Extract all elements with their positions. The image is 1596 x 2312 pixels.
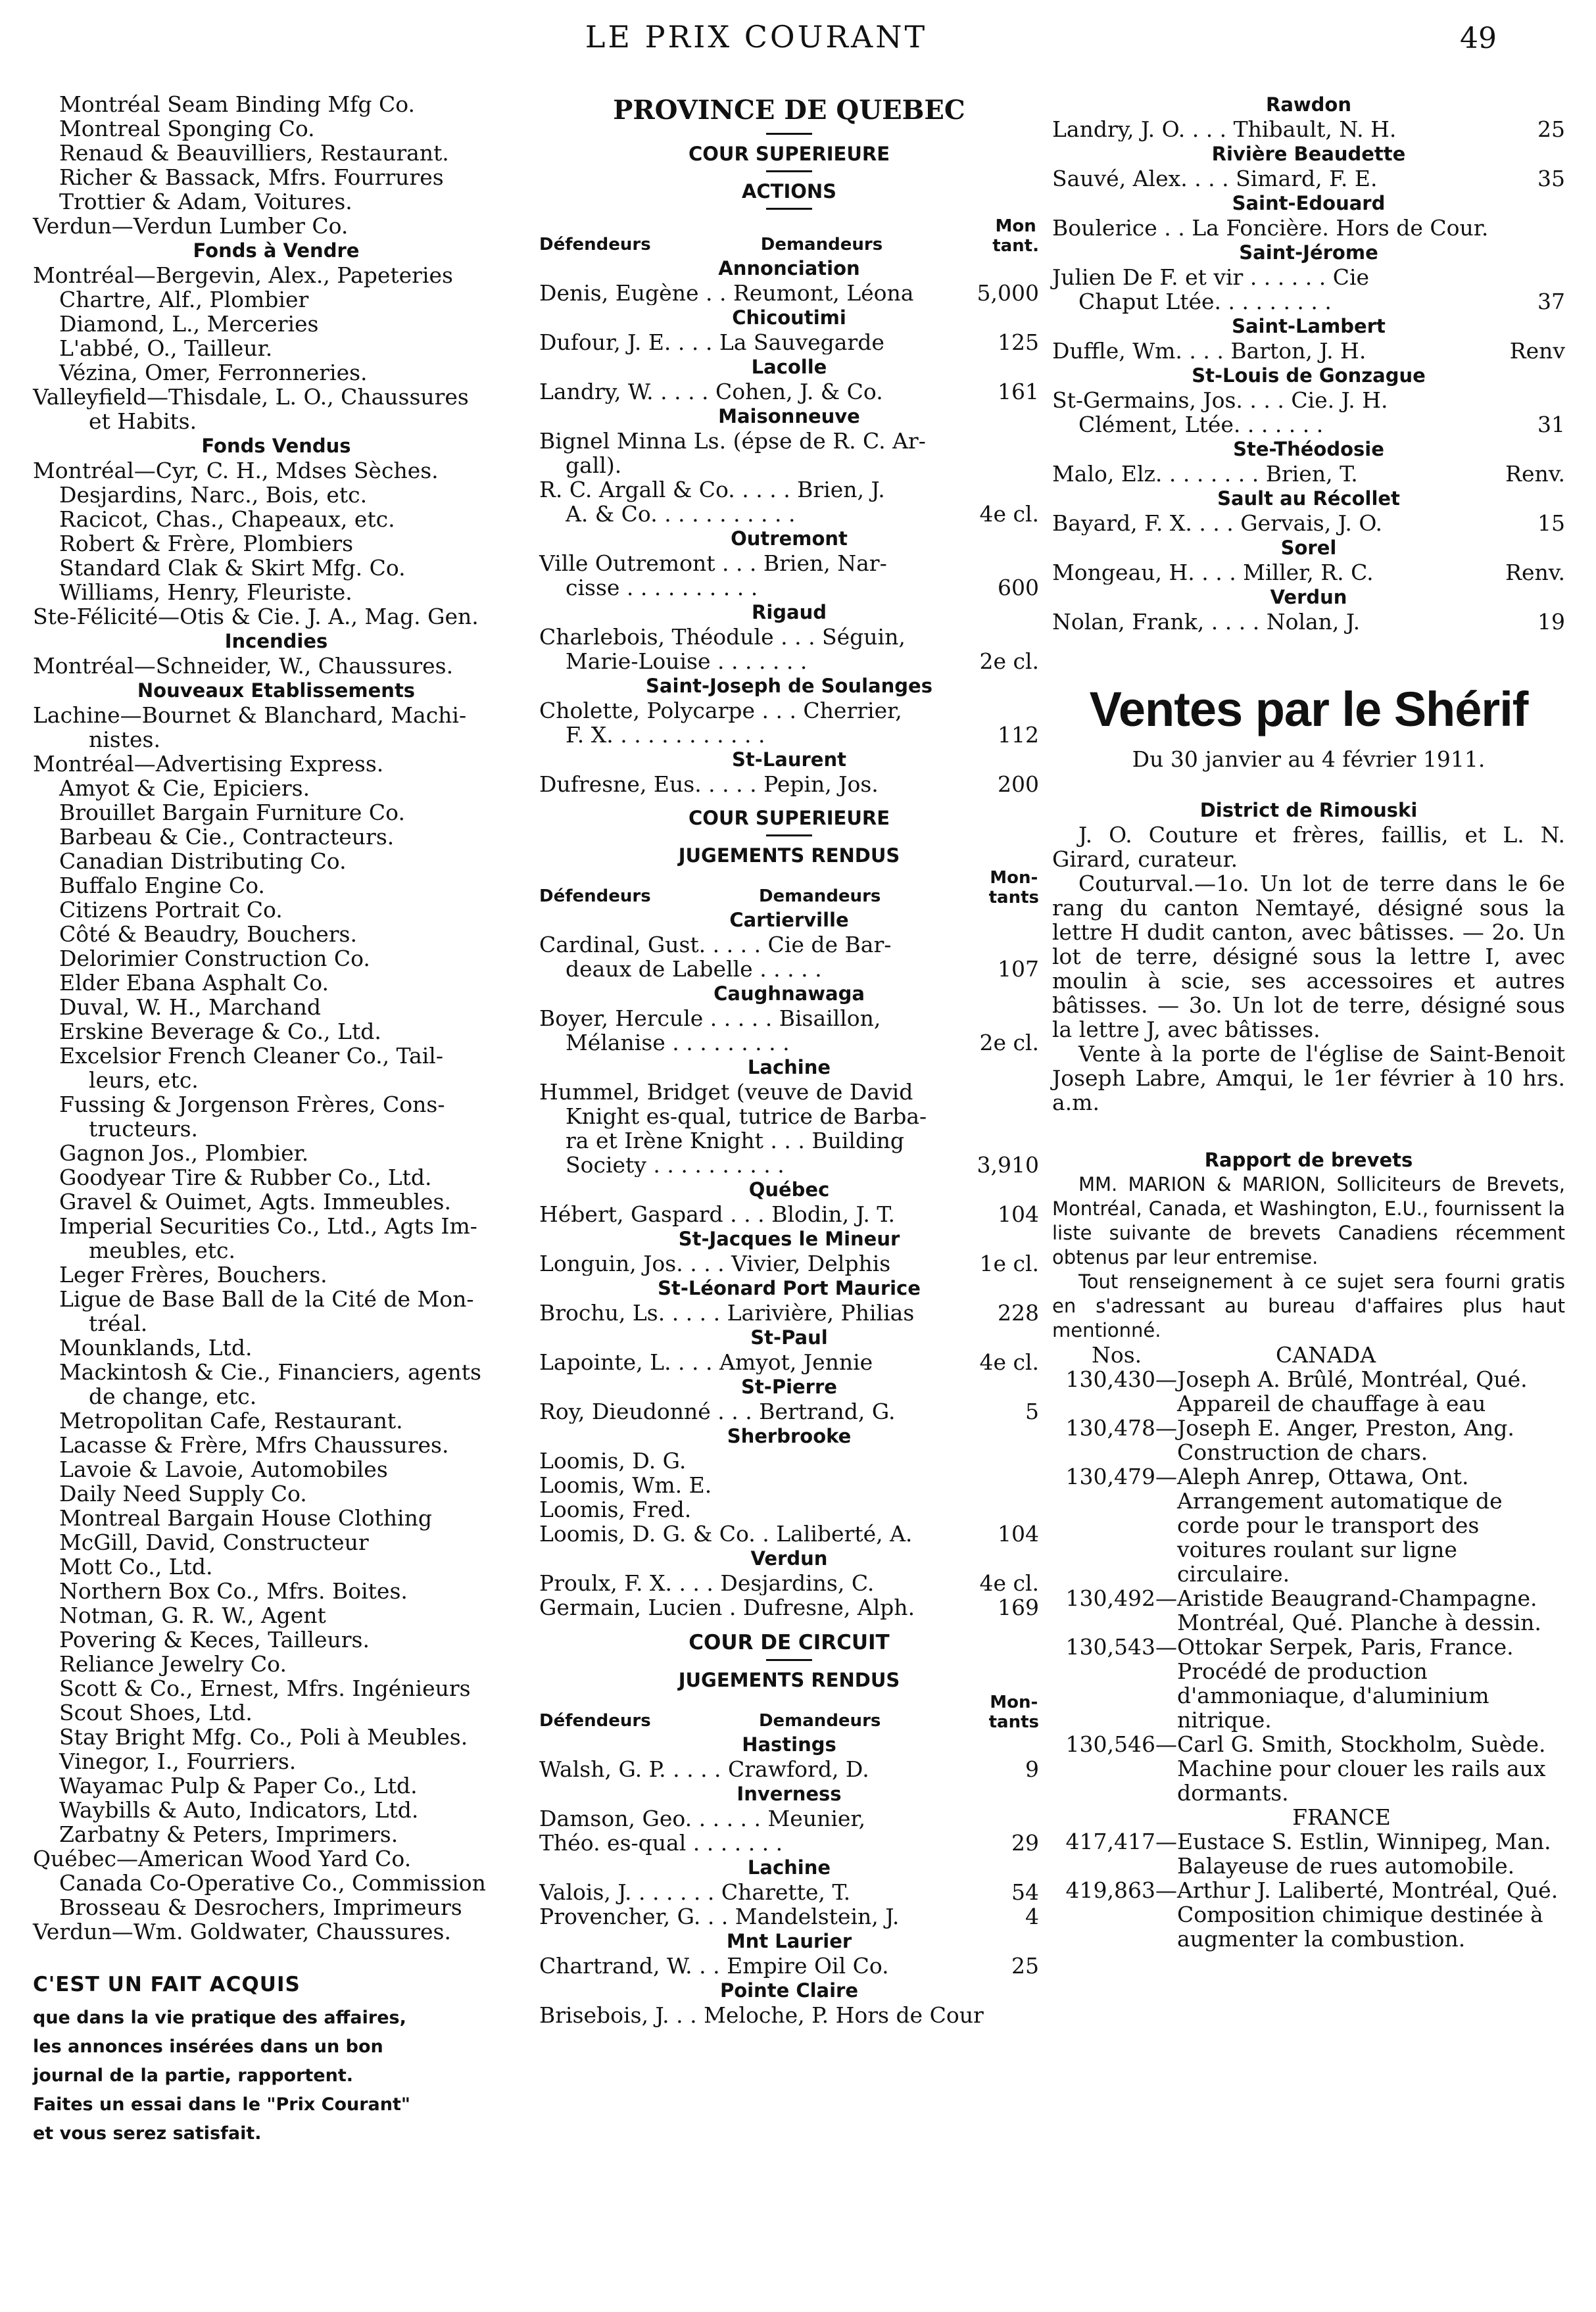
case-line: gall). (566, 452, 622, 478)
list-item: tréal. (89, 1311, 148, 1336)
case-line: Loomis, Fred. (539, 1497, 692, 1522)
place-heading: Verdun (1270, 586, 1347, 608)
actions-heading: ACTIONS (741, 180, 837, 203)
case-row: Dufour, J. E. . . . La Sauvegarde 125 (539, 329, 1039, 355)
rapport-heading: Rapport de brevets (1204, 1149, 1413, 1171)
list-item: Daily Need Supply Co. (59, 1481, 307, 1506)
place-heading: Saint-Edouard (1232, 192, 1386, 214)
list-item: Duval, W. H., Marchand (59, 994, 321, 1020)
brevet-entry: 130,546— Carl G. Smith, Stockholm, Suède. Machine pour clouer les rails aux dormants. (1065, 1731, 1546, 1806)
case-row: Brochu, Ls. . . . . Larivière, Philias 228 (539, 1300, 1039, 1326)
column-headers (539, 868, 1039, 907)
case-row: Mélanise . . . . . . . . . 2e cl. (566, 1030, 1039, 1055)
list-item: tructeurs. (89, 1116, 199, 1142)
place-heading: Sorel (1280, 537, 1337, 559)
list-item: Notman, G. R. W., Agent (59, 1602, 326, 1628)
list-item: McGill, David, Constructeur (59, 1529, 369, 1555)
case-line: Bignel Minna Ls. (épse de R. C. Ar- (539, 428, 926, 454)
header-montants: Mon tant. (992, 216, 1039, 256)
place-heading: St-Laurent (732, 748, 846, 771)
case-row: Nolan, Frank, . . . . Nolan, J. 19 (1052, 609, 1565, 635)
list-fonds-vendus (33, 458, 520, 629)
case-row: Chartrand, W. . . Empire Oil Co. 25 (539, 1953, 1039, 1979)
list-item: Imperial Securities Co., Ltd., Agts Im- (59, 1213, 477, 1239)
column-headers (539, 216, 1039, 256)
list-item: de change, etc. (89, 1384, 257, 1409)
divider (766, 208, 812, 210)
brevet-entry: 419,863— Arthur J. Laliberté, Montréal, Qué. Composition chimique destinée à augmenter la combustion. (1065, 1877, 1559, 1952)
list-item: Lavoie & Lavoie, Automobiles (59, 1457, 388, 1482)
place-heading: St-Jacques le Mineur (678, 1228, 900, 1250)
case-line: Brisebois, J. . . Meloche, P. Hors de Cour (539, 2002, 984, 2028)
list-item: Elder Ebana Asphalt Co. (59, 970, 329, 996)
section-heading-nouveaux-etablissements: Nouveaux Etablissements (137, 679, 416, 702)
header-defendeurs: Défendeurs (539, 1711, 651, 1731)
district-paragraph: J. O. Couture et frères, faillis, et L. N. Girard, curateur. (1052, 822, 1565, 872)
fait-line: journal de la partie, rapportent. (33, 2065, 354, 2086)
place-heading: Ste-Théodosie (1233, 438, 1384, 460)
list-item: leurs, etc. (89, 1067, 199, 1093)
case-row: Théo. es-qual . . . . . . . 29 (539, 1830, 1039, 1856)
section-heading-incendies: Incendies (224, 630, 328, 652)
brevet-entry: 130,430— Joseph A. Brûlé, Montréal, Qué. Appareil de chauffage à eau (1065, 1366, 1528, 1416)
case-row: Duffle, Wm. . . . Barton, J. H. Renv (1052, 338, 1565, 364)
list-item: nistes. (89, 727, 160, 752)
district-paragraph: Couturval.—1o. Un lot de terre dans le 6e rang du canton Nemtayé, désigné sous la lettre H dudit canton, avec bâtisses. — 2o. Un lot de terre, désigné sous la lettre I, avec moulin à scie, ses accessoires et autres bâtisses. — 3o. Un lot de terre, désigné sous la lettre J, avec bâtisses. (1052, 871, 1565, 1042)
case-row: Valois, J. . . . . . . Charette, T. 54 (539, 1879, 1039, 1905)
case-line: Knight es-qual, tutrice de Barba- (566, 1103, 927, 1129)
list-item: Valleyfield—Thisdale, L. O., Chaussures (33, 384, 469, 410)
france-label: FRANCE (1292, 1804, 1391, 1830)
place-heading: Rigaud (751, 601, 827, 623)
fait-acquis-title: C'EST UN FAIT ACQUIS (33, 1973, 301, 1996)
list-item: L'abbé, O., Tailleur. (59, 335, 273, 361)
list-item: Mounklands, Ltd. (59, 1335, 253, 1361)
fait-line: et vous serez satisfait. (33, 2123, 262, 2144)
column-1 (33, 92, 520, 2148)
case-row: Longuin, Jos. . . . Vivier, Delphis 1e cl. (539, 1251, 1039, 1276)
list-item: Erskine Beverage & Co., Ltd. (59, 1019, 381, 1044)
list-item: Diamond, L., Merceries (59, 311, 319, 337)
divider (766, 834, 812, 836)
section-heading-fonds-vendus: Fonds Vendus (201, 435, 351, 457)
place-heading: Rivière Beaudette (1211, 143, 1406, 165)
list-item: Montréal—Cyr, C. H., Mdses Sèches. (33, 458, 439, 483)
fait-line: que dans la vie pratique des affaires, (33, 2008, 406, 2028)
list-item: Trottier & Adam, Voitures. (59, 189, 352, 214)
place-heading: Sherbrooke (727, 1425, 852, 1447)
place-heading: St-Louis de Gonzague (1192, 364, 1426, 387)
cour-superieure-heading: COUR SUPERIEURE (688, 143, 890, 165)
place-heading: Mnt Laurier (726, 1930, 852, 1952)
fait-line: Faites un essai dans le "Prix Courant" (33, 2094, 410, 2115)
list-item: Mackintosh & Cie., Financiers, agents (59, 1359, 481, 1385)
case-row: Germain, Lucien . Dufresne, Alph. 169 (539, 1595, 1039, 1620)
case-line: Loomis, D. G. (539, 1448, 687, 1474)
case-line: Loomis, Wm. E. (539, 1472, 712, 1498)
case-row: Lapointe, L. . . . Amyot, Jennie 4e cl. (539, 1349, 1039, 1375)
district-paragraph: Vente à la porte de l'église de Saint-Benoit Joseph Labre, Amqui, le 1er février à 10 hrs. a.m. (1052, 1041, 1565, 1115)
list-item: Buffalo Engine Co. (59, 873, 265, 898)
list-item: Montreal Sponging Co. (59, 116, 315, 141)
rapport-paragraph: Tout renseignement à ce sujet sera fourni gratis en s'adressant au bureau d'affaires plus haut mentionné. (1052, 1270, 1565, 1341)
list-item: Wayamac Pulp & Paper Co., Ltd. (59, 1773, 418, 1798)
canada-label: CANADA (1276, 1342, 1376, 1368)
place-heading: Lacolle (751, 356, 827, 378)
header-defendeurs: Défendeurs (539, 886, 651, 906)
list-item: Metropolitan Cafe, Restaurant. (59, 1408, 403, 1433)
brevet-entry: 130,478— Joseph E. Anger, Preston, Ang. Construction de chars. (1065, 1415, 1514, 1465)
list-item: Citizens Portrait Co. (59, 897, 283, 923)
header-demandeurs: Demandeurs (758, 1711, 881, 1731)
list-item: Côté & Beaudry, Bouchers. (59, 921, 357, 947)
case-row: Mongeau, H. . . . Miller, R. C. Renv. (1052, 560, 1565, 585)
place-heading: Hastings (742, 1733, 836, 1756)
cour-superieure-heading: COUR SUPERIEURE (688, 807, 890, 829)
case-line: Cholette, Polycarpe . . . Cherrier, (539, 698, 902, 723)
case-row: F. X. . . . . . . . . . . . 112 (566, 722, 1039, 748)
list-item: Montréal—Schneider, W., Chaussures. (33, 653, 454, 679)
place-heading: St-Paul (750, 1326, 828, 1349)
case-row: Landry, J. O. . . . Thibault, N. H. 25 (1052, 116, 1565, 142)
ventes-date: Du 30 janvier au 4 février 1911. (1132, 746, 1486, 772)
place-heading: St-Pierre (741, 1376, 837, 1398)
list-item: Montréal—Advertising Express. (33, 751, 384, 777)
list-item: Lachine—Bournet & Blanchard, Machi- (33, 702, 467, 728)
list-item: Zarbatny & Peters, Imprimers. (59, 1821, 399, 1847)
list-nouveaux-etablissements (33, 703, 520, 1944)
list-item: Barbeau & Cie., Contracteurs. (59, 824, 395, 850)
list-item: Gravel & Ouimet, Agts. Immeubles. (59, 1189, 451, 1215)
cour-de-circuit-heading: COUR DE CIRCUIT (689, 1631, 890, 1654)
list-item: Goodyear Tire & Rubber Co., Ltd. (59, 1165, 432, 1190)
fait-line: les annonces insérées dans un bon (33, 2036, 383, 2057)
list-item: Waybills & Auto, Indicators, Ltd. (59, 1797, 419, 1823)
case-line: R. C. Argall & Co. . . . . Brien, J. (539, 477, 885, 502)
case-row: A. & Co. . . . . . . . . . . 4e cl. (566, 501, 1039, 527)
district-heading: District de Rimouski (1199, 799, 1418, 821)
case-line: Julien De F. et vir . . . . . . Cie (1052, 264, 1370, 290)
list-fonds-a-vendre (33, 263, 520, 433)
column-2 (539, 92, 1039, 2027)
place-heading: Verdun (750, 1547, 828, 1570)
case-row: Sauvé, Alex. . . . Simard, F. E. 35 (1052, 166, 1565, 191)
case-row: deaux de Labelle . . . . . 107 (566, 956, 1039, 982)
case-line: St-Germains, Jos. . . . Cie. J. H. (1052, 387, 1388, 413)
case-line: Boyer, Hercule . . . . . Bisaillon, (539, 1005, 881, 1031)
list-item: Standard Clak & Skirt Mfg. Co. (59, 555, 406, 581)
list-item: Renaud & Beauvilliers, Restaurant. (59, 140, 449, 166)
header-defendeurs: Défendeurs (539, 235, 651, 254)
place-heading: Pointe Claire (719, 1979, 859, 2002)
case-row: cisse . . . . . . . . . . 600 (566, 575, 1039, 600)
case-line: Boulerice . . La Foncière. Hors de Cour. (1052, 215, 1489, 241)
list-item: Ste-Félicité—Otis & Cie. J. A., Mag. Gen. (33, 604, 479, 629)
brevet-entry: 130,492— Aristide Beaugrand-Champagne. Montréal, Qué. Planche à dessin. (1065, 1585, 1541, 1635)
list-item: Delorimier Construction Co. (59, 946, 370, 971)
case-row: Malo, Elz. . . . . . . . Brien, T. Renv. (1052, 461, 1565, 487)
case-row: Dufresne, Eus. . . . . Pepin, Jos. 200 (539, 771, 1039, 797)
header-montants: Mon- tants (988, 868, 1039, 907)
list-item: Chartre, Alf., Plombier (59, 287, 309, 312)
case-row: Chaput Ltée. . . . . . . . . 37 (1078, 289, 1565, 314)
list-item: Lacasse & Frère, Mfrs Chaussures. (59, 1432, 449, 1458)
place-heading: Lachine (747, 1056, 831, 1078)
list-item: Povering & Keces, Tailleurs. (59, 1627, 370, 1652)
case-row: Landry, W. . . . . Cohen, J. & Co. 161 (539, 379, 1039, 404)
case-row: Society . . . . . . . . . . 3,910 (566, 1152, 1039, 1178)
list-item: Brosseau & Desrochers, Imprimeurs (59, 1894, 462, 1920)
case-line: Cardinal, Gust. . . . . Cie de Bar- (539, 932, 892, 957)
list-item: Brouillet Bargain Furniture Co. (59, 800, 405, 825)
header-demandeurs: Demandeurs (758, 886, 881, 906)
page-header-title: LE PRIX COURANT (585, 19, 928, 55)
list-item: Scout Shoes, Ltd. (59, 1700, 253, 1725)
brevet-entry: 130,479— Aleph Anrep, Ottawa, Ont. Arrangement automatique de corde pour le transport des voitures roulant sur ligne circulaire. (1065, 1464, 1503, 1587)
place-heading: Caughnawaga (713, 982, 865, 1005)
divider (766, 170, 812, 172)
case-row: Marie-Louise . . . . . . . 2e cl. (566, 648, 1039, 674)
list-item: et Habits. (89, 408, 197, 434)
list-item: Montreal Bargain House Clothing (59, 1505, 432, 1531)
rapport-paragraph: MM. MARION & MARION, Solliciteurs de Brevets, Montréal, Canada, et Washington, E.U., fournissent la liste suivante de brevets Canadiens récemment obtenus par leur entremise. (1052, 1173, 1565, 1268)
case-line: ra et Irène Knight . . . Building (566, 1128, 905, 1153)
list-item: Montréal—Bergevin, Alex., Papeteries (33, 262, 453, 288)
place-heading: Lachine (747, 1856, 831, 1879)
case-row: Clément, Ltée. . . . . . . 31 (1078, 412, 1565, 437)
list-item: Ligue de Base Ball de la Cité de Mon- (59, 1286, 474, 1312)
list-item: Canadian Distributing Co. (59, 848, 347, 874)
case-row: Proulx, F. X. . . . Desjardins, C. 4e cl. (539, 1570, 1039, 1596)
ventes-title: Ventes par le Shérif (1089, 682, 1528, 736)
case-row: Hébert, Gaspard . . . Blodin, J. T. 104 (539, 1201, 1039, 1227)
place-heading: Annonciation (718, 257, 860, 279)
place-heading: Chicoutimi (732, 306, 846, 329)
brevet-entry: 130,543— Ottokar Serpek, Paris, France. Procédé de production d'ammoniaque, d'aluminium nitrique. (1065, 1634, 1514, 1733)
province-title: PROVINCE DE QUEBEC (613, 95, 965, 126)
list-item: Fussing & Jorgenson Frères, Cons- (59, 1092, 445, 1117)
case-row: Roy, Dieudonné . . . Bertrand, G. 5 (539, 1399, 1039, 1424)
list-incendies (33, 654, 520, 678)
list-item: Northern Box Co., Mfrs. Boites. (59, 1578, 408, 1604)
case-line: Charlebois, Théodule . . . Séguin, (539, 624, 906, 650)
place-heading: Québec (748, 1178, 830, 1201)
header-demandeurs: Demandeurs (760, 235, 883, 254)
list-item: Leger Frères, Bouchers. (59, 1262, 327, 1288)
header-montants: Mon- tants (988, 1693, 1039, 1732)
nos-label: Nos. (1092, 1342, 1142, 1368)
place-heading: Sault au Récollet (1217, 487, 1400, 510)
list-item: Canada Co-Operative Co., Commission (59, 1870, 486, 1896)
section-heading-fonds-a-vendre: Fonds à Vendre (193, 239, 360, 262)
case-row: Denis, Eugène . . Reumont, Léona 5,000 (539, 280, 1039, 306)
list-item: Reliance Jewelry Co. (59, 1651, 287, 1677)
place-heading: Cartierville (729, 909, 849, 931)
case-line: Hummel, Bridget (veuve de David (539, 1079, 913, 1105)
list-item: Montréal Seam Binding Mfg Co. (59, 91, 416, 117)
list-item: Verdun—Wm. Goldwater, Chaussures. (33, 1919, 451, 1944)
column-headers (539, 1693, 1039, 1732)
list-item: Williams, Henry, Fleuriste. (59, 579, 352, 605)
list-item: Mott Co., Ltd. (59, 1554, 213, 1579)
case-line: Ville Outremont . . . Brien, Nar- (539, 550, 887, 576)
case-row: Loomis, D. G. & Co. . Laliberté, A. 104 (539, 1521, 1039, 1547)
list-item: Scott & Co., Ernest, Mfrs. Ingénieurs (59, 1675, 471, 1701)
list-item: Desjardins, Narc., Bois, etc. (59, 482, 368, 508)
list-item: Racicot, Chas., Chapeaux, etc. (59, 506, 395, 532)
jugements-rendus-heading: JUGEMENTS RENDUS (678, 844, 900, 867)
place-heading: Outremont (731, 527, 848, 550)
list-item: Verdun—Verdun Lumber Co. (33, 213, 349, 239)
place-heading: Maisonneuve (718, 405, 860, 427)
brevets-header (1052, 1343, 1565, 1367)
list-item: Vézina, Omer, Ferronneries. (59, 360, 368, 385)
list-item: Gagnon Jos., Plombier. (59, 1140, 309, 1166)
brevet-entry: 417,417— Eustace S. Estlin, Winnipeg, Man. Balayeuse de rues automobile. (1065, 1829, 1551, 1879)
place-heading: Saint-Jérome (1239, 241, 1378, 264)
column-3 (1052, 92, 1565, 1951)
fait-acquis-text (33, 2004, 520, 2148)
list-item: Excelsior French Cleaner Co., Tail- (59, 1043, 444, 1069)
divider (766, 1659, 812, 1661)
divider (766, 133, 812, 135)
list-item: Amyot & Cie, Epiciers. (59, 775, 310, 801)
case-line: Damson, Geo. . . . . . Meunier, (539, 1806, 866, 1831)
case-row: Provencher, G. . . Mandelstein, J. 4 (539, 1904, 1039, 1929)
place-heading: Saint-Lambert (1232, 315, 1386, 337)
page-number: 49 (1460, 22, 1497, 55)
list-item: meubles, etc. (89, 1238, 235, 1263)
list-item: Québec—American Wood Yard Co. (33, 1846, 412, 1871)
place-heading: Saint-Joseph de Soulanges (646, 675, 932, 697)
jugements-rendus-heading: JUGEMENTS RENDUS (678, 1669, 900, 1691)
list-item: Vinegor, I., Fourriers. (59, 1748, 297, 1774)
list-item: Richer & Bassack, Mfrs. Fourrures (59, 164, 444, 190)
list-montreal-misc (33, 92, 520, 238)
list-item: Robert & Frère, Plombiers (59, 531, 354, 556)
place-heading: Inverness (737, 1783, 842, 1805)
list-item: Stay Bright Mfg. Co., Poli à Meubles. (59, 1724, 468, 1750)
place-heading: St-Léonard Port Maurice (658, 1277, 921, 1299)
place-heading: Rawdon (1265, 93, 1352, 116)
case-row: Bayard, F. X. . . . Gervais, J. O. 15 (1052, 510, 1565, 536)
case-row: Walsh, G. P. . . . . Crawford, D. 9 (539, 1756, 1039, 1782)
